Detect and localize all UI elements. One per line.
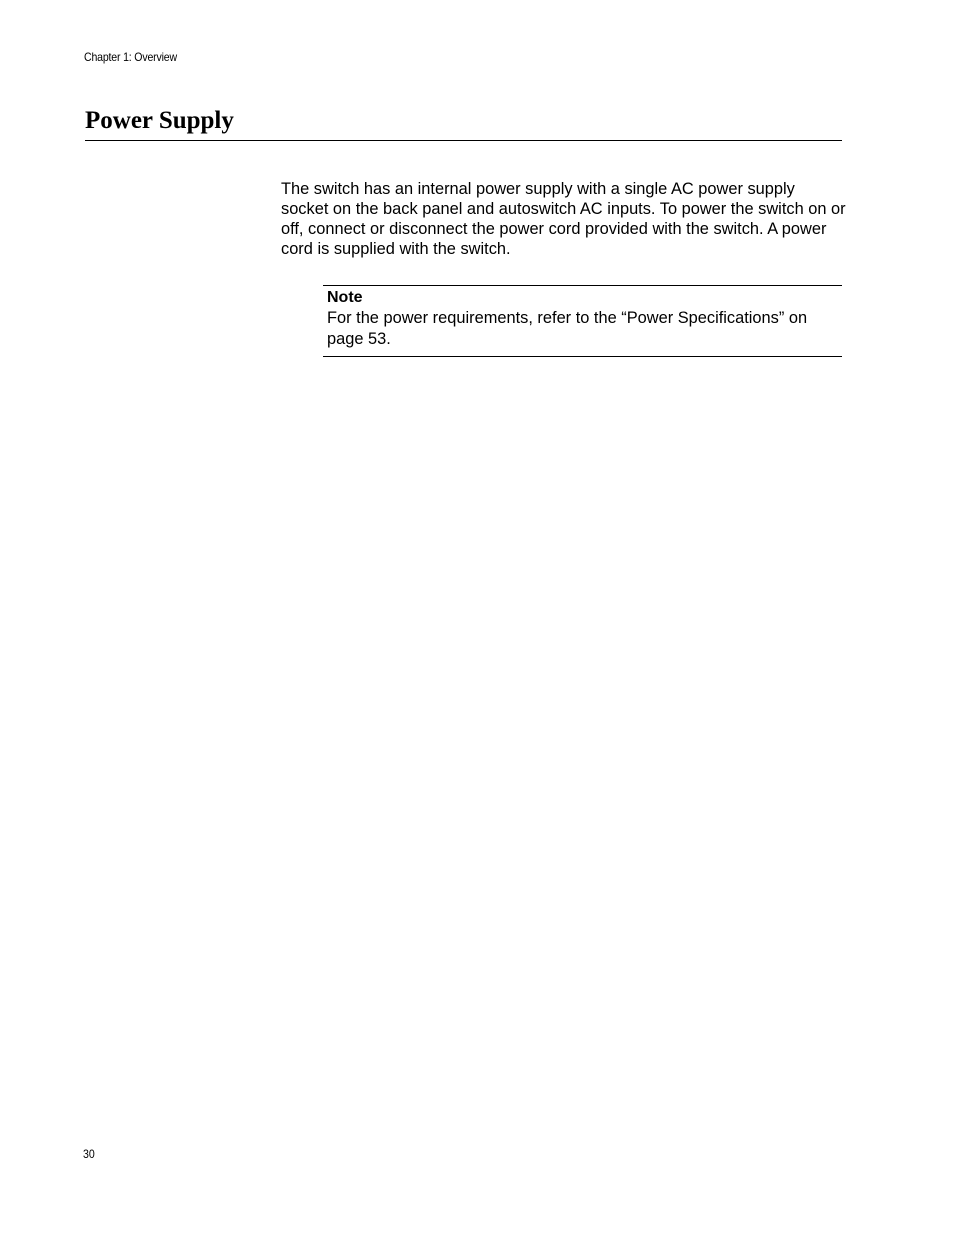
note-text: For the power requirements, refer to the “Power Specifications” on page 53. — [327, 309, 808, 348]
note-box — [323, 285, 842, 357]
page-number: 30 — [83, 1147, 95, 1161]
running-header: Chapter 1: Overview — [84, 50, 177, 64]
title-divider — [85, 140, 842, 141]
body-paragraph: The switch has an internal power supply with a single AC power supply socket on the back panel and autoswitch AC inputs. To power the switch on or off, connect or disconnect the power cord provided with the switch. A power cord is supplied with the switch. — [281, 180, 846, 258]
note-label: Note — [327, 289, 363, 306]
section-title: Power Supply — [85, 107, 234, 134]
